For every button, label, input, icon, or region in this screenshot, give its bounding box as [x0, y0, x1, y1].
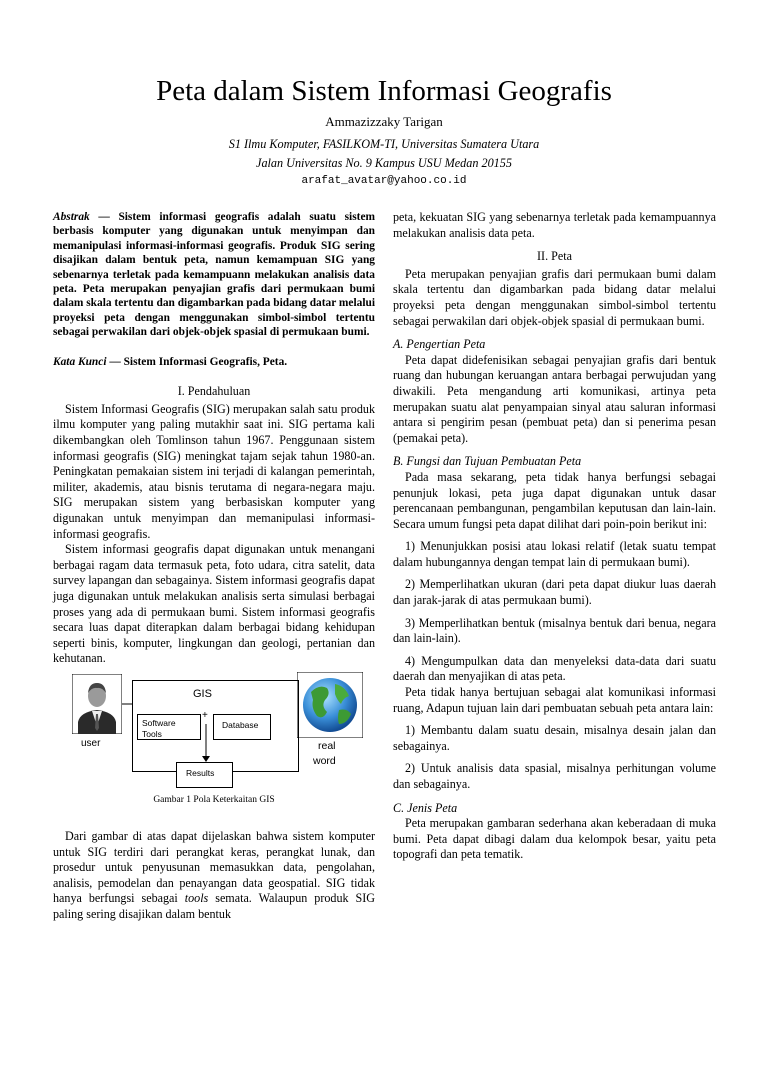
- paragraph-tujuan: Peta tidak hanya bertujuan sebagai alat komunikasi informasi ruang, Adapun tujuan lain dari pembuatan sebuah peta antara lain:: [393, 685, 716, 715]
- affiliation-line-2: Jalan Universitas No. 9 Kampus USU Medan 20155: [256, 156, 512, 170]
- abstract: Abstrak — Sistem informasi geografis adalah suatu sistem berbasis komputer yang digunakan untuk menyimpan dan memanipulasi informasi-informasi geografis. Produk SIG sering disajikan dalam bentuk peta, namun kemampuan SIG yang sebenarnya terletak pada kemampuann melakukan analisis data peta. Peta merupakan penyajian grafis dari permukaan bumi dalam skala tertentu dan digambarkan pada bidang datar melalui proyeksi peta dengan menggunakan simbol-simbol tertentu sebagai perwakilan dari objek-objek spasial di permukaan bumi.: [53, 211, 375, 339]
- gis-figure: [53, 672, 375, 812]
- software-label: Software: [142, 718, 176, 728]
- paragraph-intro-1: Sistem Informasi Geografis (SIG) merupakan salah satu produk ilmu komputer yang paling mutakhir saat ini. SIG pertama kali dikembangkan oleh Tomlinson tahun 1967. Penggunaan sistem informasi geografis (SIG) meningkat tajam sejak tahun 1980-an. Peningkatan pemakaian sistem ini terjadi di kalangan pemerintah, militer, akademis, atau bisnis terutama di negara-negara maju. SIG merupakan sistem yang berbasiskan komputer yang digunakan untuk menyimpan dan memanipulasi informasi-informasi geografis.: [53, 401, 375, 541]
- plus-symbol: +: [202, 710, 208, 721]
- subsection-heading-a: A. Pengertian Peta: [393, 337, 486, 352]
- paragraph-intro-3: Dari gambar di atas dapat dijelaskan bahwa sistem komputer untuk SIG terdiri dari perangkat keras, perangkat lunak, dan prosedur untuk penyusunan memasukkan data, pengolahan, analisis, pemodelan dan penayangan data geospatial. SIG tidak hanya berfungsi sebagai tools semata. Walaupun produk SIG paling sering disajikan dalam bentuk: [53, 829, 376, 921]
- left-column-bottom: [53, 829, 375, 923]
- left-column-top: [53, 210, 375, 667]
- list-item-tujuan-2: 2) Untuk analisis data spasial, misalnya perhitungan volume dan sebagainya.: [393, 761, 716, 791]
- database-label: Database: [222, 720, 259, 730]
- author-name: Ammazizzaky Tarigan: [325, 114, 443, 129]
- paragraph-jenis-peta: Peta merupakan gambaran sederhana akan keberadaan di muka bumi. Peta dapat dibagi dalam dua kelompok besar, yaitu peta topografi dan peta tematik.: [393, 816, 716, 862]
- real-label: real: [318, 740, 336, 752]
- list-item-fungsi-3: 3) Memperlihatkan bentuk (misalnya bentuk dari benua, negara dan lain-lain).: [393, 615, 716, 646]
- list-item-tujuan-1: 1) Membantu dalam suatu desain, misalnya desain jalan dan sebagainya.: [393, 723, 716, 753]
- keywords-text: — Sistem Informasi Geografis, Peta.: [106, 355, 288, 368]
- word-label: word: [313, 755, 336, 767]
- paragraph-pengertian: Peta dapat didefenisikan sebagai penyajian grafis dari bentuk ruang dan hubungan keruangan antara berbagai perwujudan yang diwakili. Peta mengandung arti komunikasi, artinya peta merupakan suatu alat penyampaian sinyal atau saluran informasi antara si pengirim pesan (pembuat peta) dan si penerima pesan (pemakai peta).: [393, 352, 716, 445]
- subsection-heading-b: B. Fungsi dan Tujuan Pembuatan Peta: [393, 454, 582, 469]
- right-column: [393, 210, 716, 863]
- results-label: Results: [186, 768, 215, 778]
- paragraph-peta: Peta merupakan penyajian grafis dari permukaan bumi dalam skala tertentu dan digambarkan pada bidang datar melalui proyeksi peta dengan menggunakan simbol-simbol tertentu sebagai perwakilan dari objek-objek spasial di permukaan bumi.: [393, 266, 716, 328]
- subsection-heading-c: C. Jenis Peta: [393, 800, 458, 815]
- figure-caption: Gambar 1 Pola Keterkaitan GIS: [153, 795, 275, 805]
- tools-label: Tools: [142, 729, 162, 739]
- paragraph-intro-2: Sistem informasi geografis dapat digunakan untuk menangani berbagai ragam data termasuk peta, foto udara, citra satelit, data survey lapangan dan sebagainya. Sistem informasi geografis dapat juga digunakan untuk melakukan analisis serta simulasi berbagai proses yang ada di permukaan bumi. Sistem informasi geografis secara luas dapat diterapkan dalam berbagai bidang kehidupan seperti binis, komputer, lingkungan dan geologi, pertanian dan kehutanan.: [53, 542, 375, 666]
- list-item-fungsi-4: 4) Mengumpulkan data dan menyeleksi data-data dari suatu daerah dan menyajikan di atas peta.: [393, 653, 716, 684]
- globe-icon: [297, 672, 363, 738]
- section-heading-pendahuluan: I. Pendahuluan: [177, 384, 251, 399]
- paragraph-fungsi: Pada masa sekarang, peta tidak hanya berfungsi sebagai penunjuk lokasi, peta juga dapat digunakan untuk dasar perencanaan pembangunan, pengambilan keputusan dan lain-lain. Secara umum fungsi peta dapat dilihat dari poin-poin berikut ini:: [393, 469, 716, 531]
- keywords: [53, 355, 375, 371]
- paragraph-continued: peta, kekuatan SIG yang sebenarnya terletak pada kemampuannya melakukan analisis data peta.: [393, 210, 716, 240]
- list-item-fungsi-1: 1) Menunjukkan posisi atau lokasi relatif (letak suatu tempat dalam hubungannya dengan tempat lain di permukaan bumi).: [393, 539, 716, 569]
- abstract-text: Sistem informasi geografis adalah suatu sistem berbasis komputer yang digunakan untuk menyimpan dan memanipulasi informasi-informasi geografis. Produk SIG sering disajikan dalam bentuk peta, namun kemampuan SIG yang sebenarnya terletak pada kemampuann melakukan analisis data peta. Peta merupakan penyajian grafis dari permukaan bumi dalam skala tertentu dan digambarkan pada bidang datar melalui proyeksi peta dengan menggunakan simbol-simbol tertentu sebagai perwakilan dari objek-objek spasial di permukaan bumi.: [53, 211, 375, 339]
- keywords-label: Kata Kunci: [53, 355, 107, 368]
- section-heading-peta: II. Peta: [537, 249, 572, 264]
- abstract-label: Abstrak: [53, 211, 90, 223]
- gis-label: GIS: [193, 688, 212, 700]
- list-item-fungsi-2: 2) Memperlihatkan ukuran (dari peta dapat diukur luas daerah dan jarak-jarak di atas permukaan bumi).: [393, 577, 716, 608]
- paper-title: Peta dalam Sistem Informasi Geografis: [156, 75, 612, 107]
- author-email: arafat_avatar@yahoo.co.id: [301, 175, 467, 187]
- user-label: user: [81, 738, 101, 749]
- affiliation-line-1: S1 Ilmu Komputer, FASILKOM-TI, Universitas Sumatera Utara: [228, 137, 540, 151]
